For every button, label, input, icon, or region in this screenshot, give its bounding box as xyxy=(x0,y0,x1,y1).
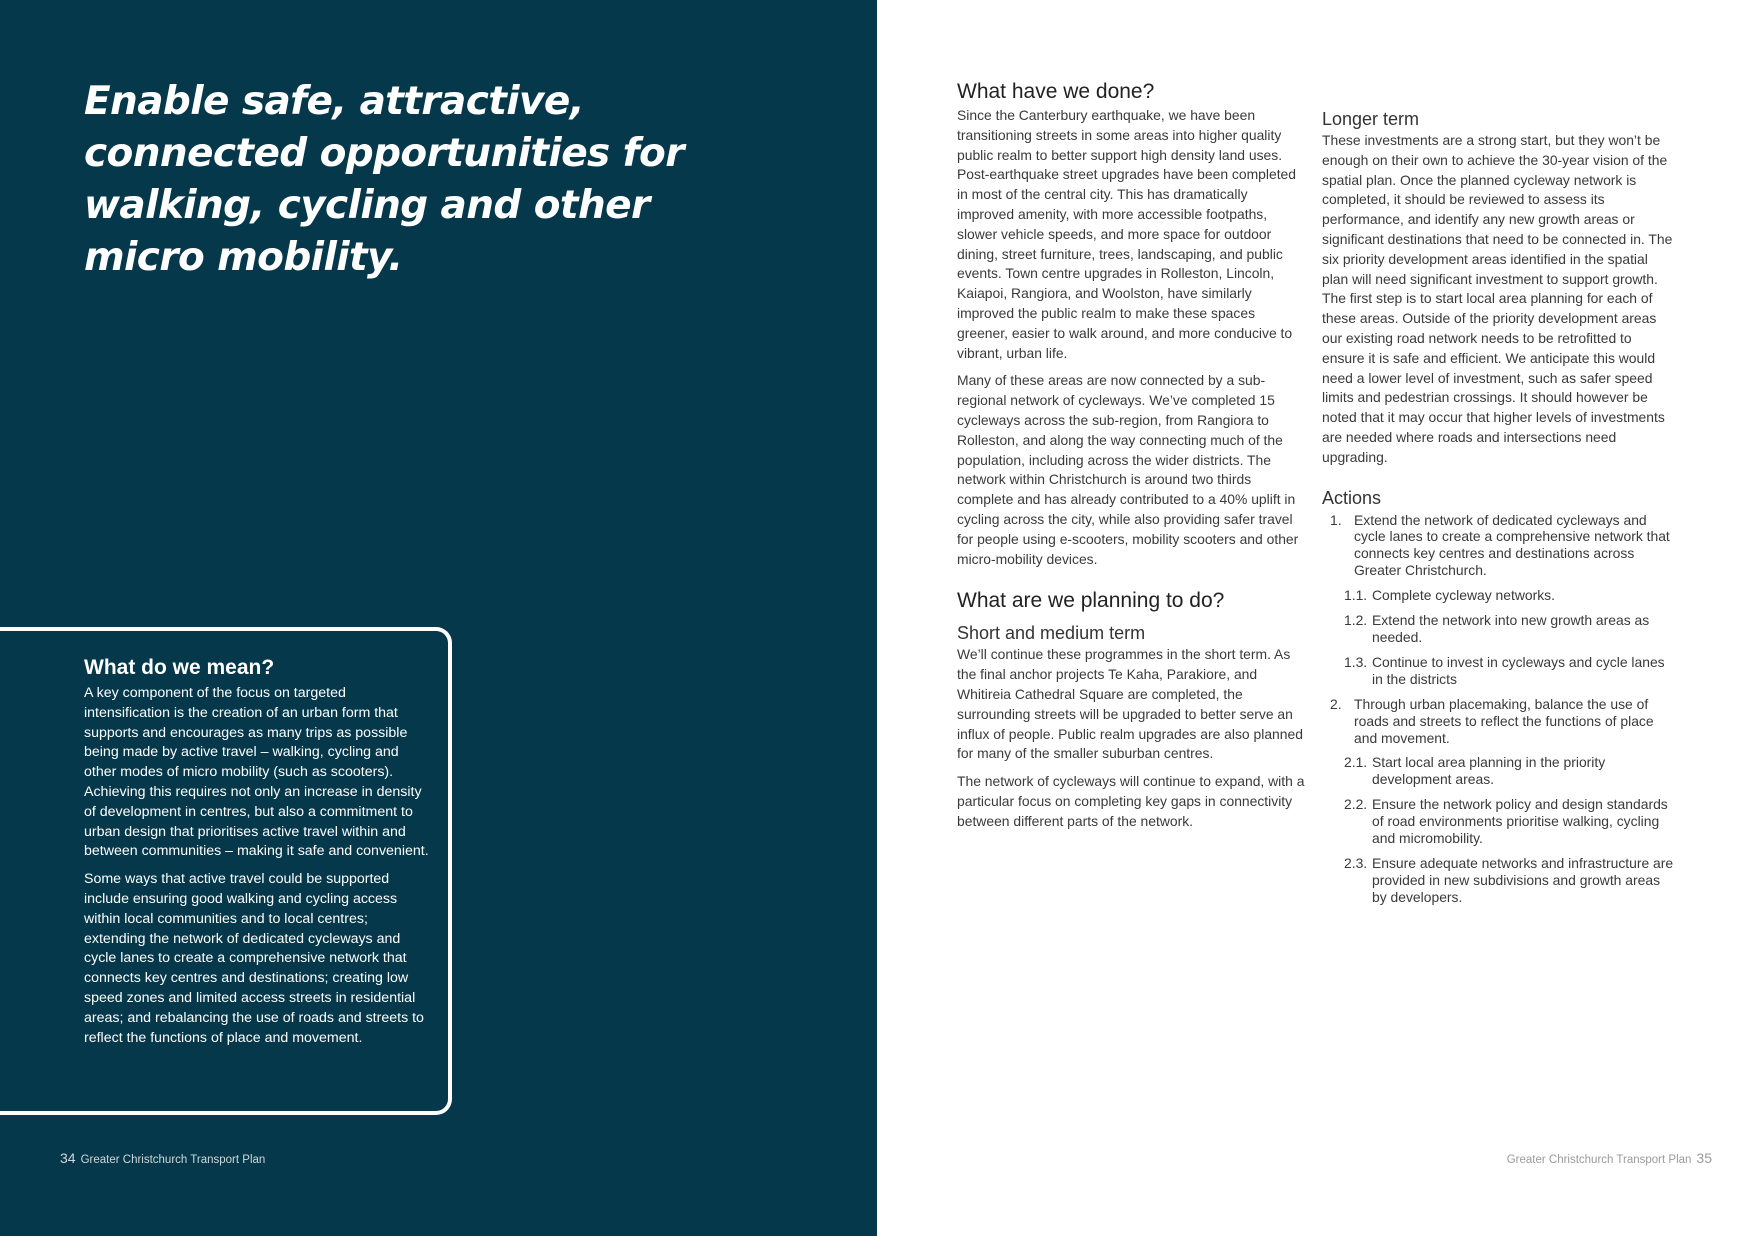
page-number: 35 xyxy=(1696,1150,1712,1166)
callout-title: What do we mean? xyxy=(84,656,275,679)
page-number: 34 xyxy=(60,1150,76,1166)
subsection-title-short-medium: Short and medium term xyxy=(957,623,1146,644)
sub-action-item xyxy=(1344,855,1677,906)
right-column-2 xyxy=(1322,107,1677,914)
publication-title: Greater Christchurch Transport Plan xyxy=(80,1154,266,1166)
action-text: Extend the network of dedicated cycleways and cycle lanes to create a comprehensive network that connects key centres and destinations across Greater Christchurch. xyxy=(1354,511,1670,579)
sub-action-text: Extend the network into new growth areas as needed. xyxy=(1372,612,1650,645)
body-paragraph: We’ll continue these programmes in the short term. As the final anchor projects Te Kaha, Parakiore, and Whitireia Cathedral Square are completed, the surrounding streets will be upgraded to better serve an influx of people. Public realm upgrades are also planned for many of the smaller suburban centres. xyxy=(957,646,1303,762)
sub-action-text: Ensure the network policy and design standards of road environments prioritise walking, cycling and micromobility. xyxy=(1372,796,1668,847)
footer-right xyxy=(1507,1150,1712,1166)
body-paragraph: The network of cycleways will continue to expand, with a particular focus on completing key gaps in connectivity between different parts of the network. xyxy=(957,773,1305,829)
subsection-title-longer-term: Longer term xyxy=(1322,109,1420,129)
sub-actions-list xyxy=(1344,754,1677,905)
sub-action-text: Start local area planning in the priority development areas. xyxy=(1372,754,1606,788)
sub-action-number: 1.2. xyxy=(1344,612,1368,629)
sub-action-item xyxy=(1344,754,1677,788)
sub-action-number: 2.2. xyxy=(1344,796,1368,813)
page-heading: Enable safe, attractive, connected opportunities for walking, cycling and other micro mobility. xyxy=(84,79,684,280)
body-paragraph: These investments are a strong start, but they won’t be enough on their own to achieve the 30-year vision of the spatial plan. Once the planned cycleway network is completed, it should be reviewed to assess its performance, and identify any new growth areas or significant destinations that need to be connected in. The six priority development areas identified in the spatial plan will need significant investment to support growth. The first step is to start local area planning for each of these areas. Outside of the priority development areas our existing road network needs to be retrofitted to ensure it is safe and efficient. We anticipate this would need a lower level of investment, such as safer speed limits and pedestrian crossings. It should however be noted that it may occur that higher levels of investments are needed where roads and intersections need upgrading. xyxy=(1322,132,1673,465)
right-page xyxy=(877,0,1748,1236)
section-body-done xyxy=(957,106,1307,569)
sub-action-item xyxy=(1344,796,1677,847)
section-title-done: What have we done? xyxy=(957,80,1155,103)
sub-action-item xyxy=(1344,654,1677,688)
action-item xyxy=(1330,696,1677,906)
body-paragraph: Many of these areas are now connected by a sub-regional network of cycleways. We’ve completed 15 cycleways across the sub-region, from Rangiora to Rolleston, and along the way connecting much of the population, including across the wider districts. The network within Christchurch is around two thirds complete and has already contributed to a 40% uplift in cycling across the city, while also providing safer travel for people using e-scooters, mobility scooters and other micro-mobility devices. xyxy=(957,372,1299,567)
sub-actions-list xyxy=(1344,587,1677,688)
callout-paragraph: Some ways that active travel could be supported include ensuring good walking and cycling access within local communities and to local centres; extending the network of dedicated cycleways and cycle lanes to create a comprehensive network that connects key centres and destinations; creating low speed zones and limited access streets in residential areas; and rebalancing the use of roads and streets to reflect the functions of place and movement. xyxy=(84,871,424,1046)
subsection-title-actions: Actions xyxy=(1322,487,1382,508)
actions-list xyxy=(1322,512,1677,906)
action-text: Through urban placemaking, balance the use of roads and streets to reflect the functions of place and movement. xyxy=(1354,695,1654,746)
sub-action-text: Ensure adequate networks and infrastructure are provided in new subdivisions and growth areas by developers. xyxy=(1372,854,1674,905)
action-item xyxy=(1330,512,1677,688)
sub-action-text: Continue to invest in cycleways and cycle lanes in the districts xyxy=(1372,653,1665,687)
sub-action-item xyxy=(1344,587,1677,604)
body-paragraph: Since the Canterbury earthquake, we have been transitioning streets in some areas into higher quality public realm to better support high density land uses. Post-earthquake street upgrades have been completed in most of the central city. This has dramatically improved amenity, with more accessible footpaths, slower vehicle speeds, and more space for outdoor dining, street furniture, trees, landscaping, and public events. Town centre upgrades in Rolleston, Lincoln, Kaiapoi, Rangiora, and Woolston, have similarly improved the public realm to make these spaces greener, easier to walk around, and more conducive to vibrant, urban life. xyxy=(957,107,1296,361)
sub-action-number: 2.3. xyxy=(1344,854,1368,871)
action-number: 1. xyxy=(1330,511,1342,528)
callout-body xyxy=(84,684,432,1048)
footer-left xyxy=(60,1150,265,1166)
sub-action-number: 2.1. xyxy=(1344,754,1368,771)
sub-action-number: 1.3. xyxy=(1344,653,1368,670)
action-number: 2. xyxy=(1330,695,1342,712)
right-column-1 xyxy=(957,78,1307,832)
section-body-short-medium xyxy=(957,645,1307,831)
sub-action-number: 1.1. xyxy=(1344,587,1368,604)
sub-action-item xyxy=(1344,612,1677,646)
callout-paragraph: A key component of the focus on targeted intensification is the creation of an urban form that supports and encourages as many trips as possible being made by active travel – walking, cycling and other modes of micro mobility (such as scooters). Achieving this requires not only an increase in density of development in centres, but also a commitment to urban design that prioritises active travel within and between communities – making it safe and convenient. xyxy=(84,685,429,860)
publication-title: Greater Christchurch Transport Plan xyxy=(1506,1154,1692,1166)
sub-action-text: Complete cycleway networks. xyxy=(1372,587,1555,604)
section-body-longer-term xyxy=(1322,131,1677,468)
section-title-planning: What are we planning to do? xyxy=(957,589,1225,613)
